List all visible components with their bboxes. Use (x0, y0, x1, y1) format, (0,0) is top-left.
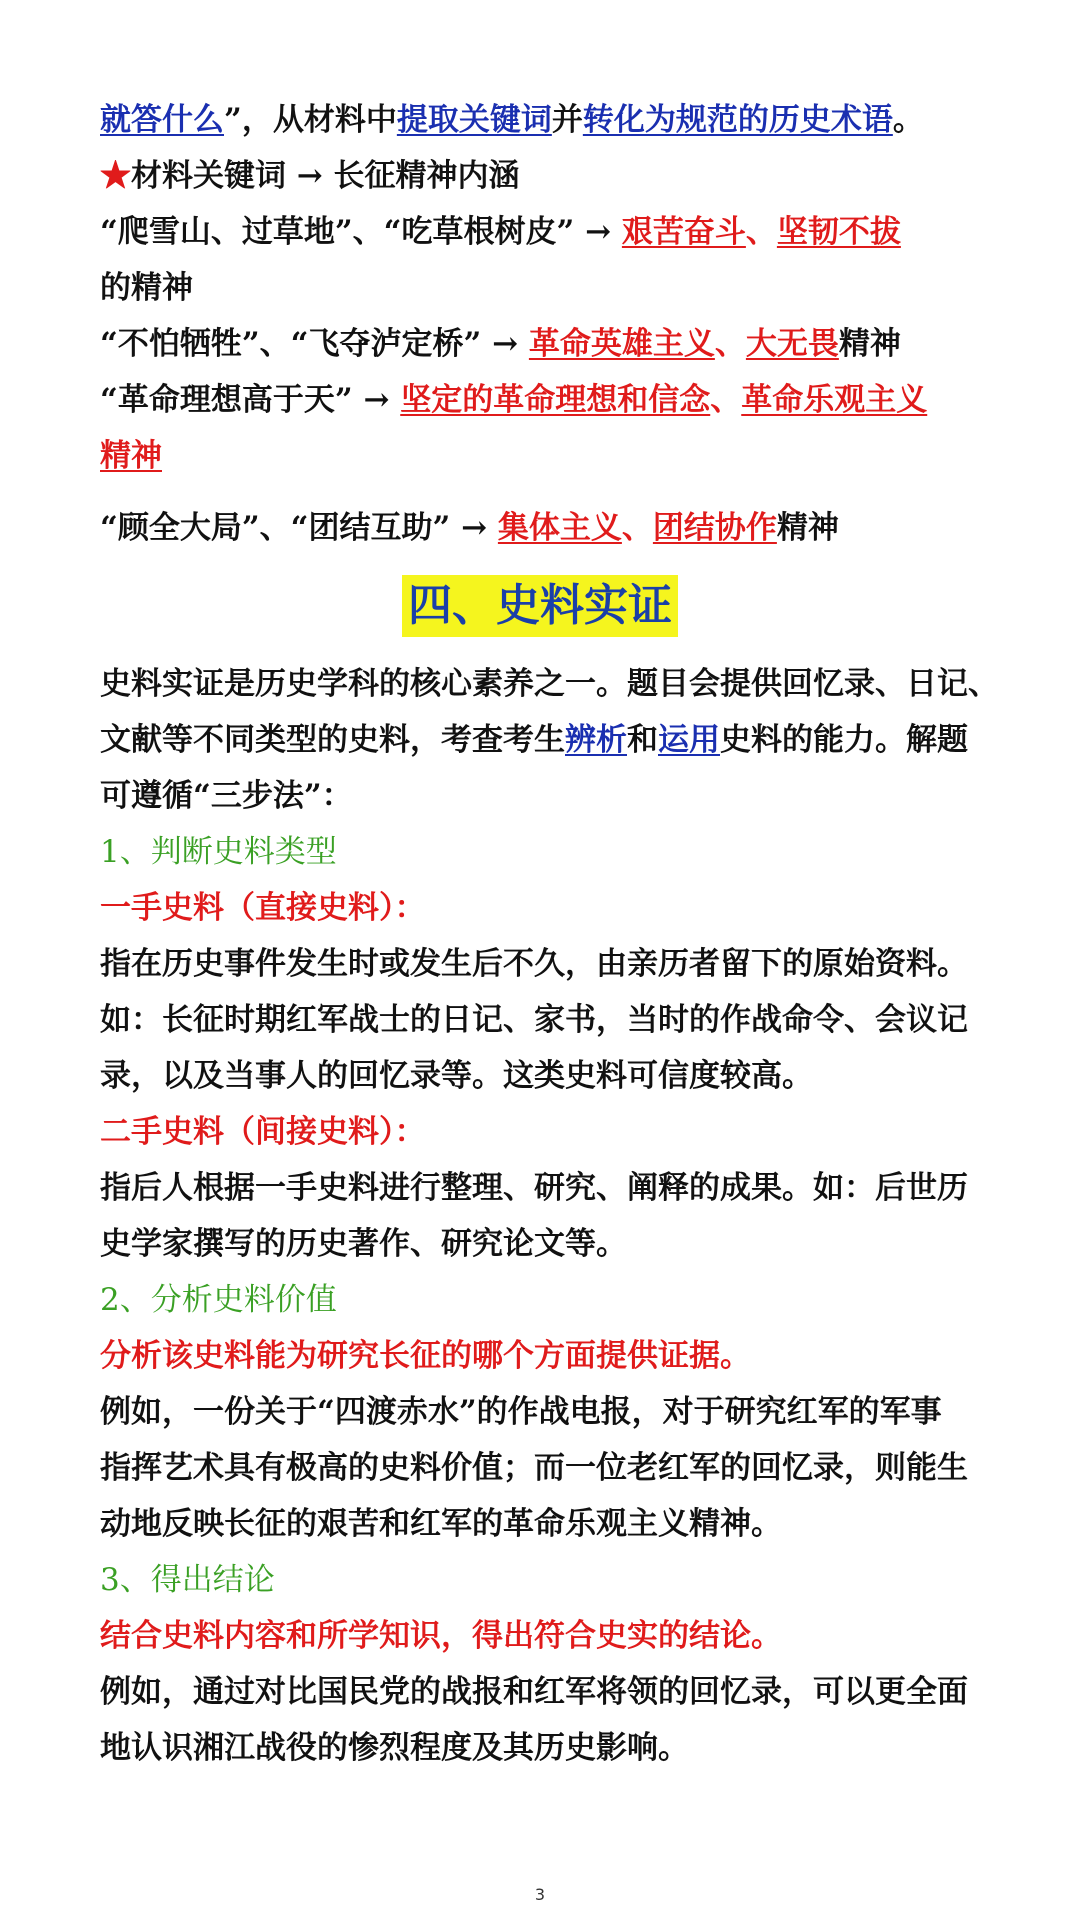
line-mapping-2: “不怕牺牲”、“飞夺泸定桥” → 革命英雄主义、大无畏精神 (100, 326, 901, 362)
keyword-extract: 提取关键词 (396, 102, 552, 138)
step-3-desc-2: 地认识湘江战役的惨烈程度及其历史影响。 (100, 1730, 689, 1766)
intro-line-1: 史料实证是历史学科的核心素养之一。题目会提供回忆录、日记、 (100, 666, 999, 702)
step-3-key: 结合史料内容和所学知识，得出符合史实的结论。 (100, 1618, 782, 1654)
line-answer-instruction: 就答什么”，从材料中提取关键词并转化为规范的历史术语。 (100, 102, 924, 138)
secondary-source-desc-1: 指后人根据一手史料进行整理、研究、阐释的成果。如：后世历 (100, 1170, 968, 1206)
step-2-desc-2: 指挥艺术具有极高的史料价值；而一位老红军的回忆录，则能生 (100, 1450, 968, 1486)
line-mapping-4: “顾全大局”、“团结互助” → 集体主义、团结协作精神 (100, 510, 839, 546)
step-1-title: 1、判断史料类型 (100, 834, 337, 870)
intro-line-3: 可遵循“三步法”： (100, 778, 353, 814)
line-mapping-1: “爬雪山、过草地”、“吃草根树皮” → 艰苦奋斗、坚韧不拔 (100, 214, 901, 250)
step-2-key: 分析该史料能为研究长征的哪个方面提供证据。 (100, 1338, 751, 1374)
page-number: 3 (534, 1885, 546, 1904)
line-mapping-3-cont: 精神 (100, 438, 162, 474)
primary-source-desc-2: 如：长征时期红军战士的日记、家书，当时的作战命令、会议记 (100, 1002, 968, 1038)
primary-source-label: 一手史料（直接史料）： (100, 890, 426, 926)
step-3-desc-1: 例如，通过对比国民党的战报和红军将领的回忆录，可以更全面 (100, 1674, 968, 1710)
step-2-desc-1: 例如，一份关于“四渡赤水”的作战电报，对于研究红军的军事 (100, 1394, 942, 1430)
keyword-answer-what: 就答什么 (100, 102, 224, 138)
intro-line-2: 文献等不同类型的史料，考查考生辨析和运用史料的能力。解题 (100, 722, 968, 758)
line-mapping-1-cont: 的精神 (100, 270, 193, 306)
secondary-source-label: 二手史料（间接史料）： (100, 1114, 426, 1150)
section-heading: 四、史料实证 (402, 575, 678, 637)
primary-source-desc-1: 指在历史事件发生时或发生后不久，由亲历者留下的原始资料。 (100, 946, 968, 982)
secondary-source-desc-2: 史学家撰写的历史著作、研究论文等。 (100, 1226, 627, 1262)
step-2-title: 2、分析史料价值 (100, 1282, 337, 1318)
line-mapping-3: “革命理想高于天” → 坚定的革命理想和信念、革命乐观主义 (100, 382, 928, 418)
line-keyword-mapping-title: ★材料关键词 → 长征精神内涵 (100, 158, 520, 194)
step-2-desc-3: 动地反映长征的艰苦和红军的革命乐观主义精神。 (100, 1506, 782, 1542)
keyword-convert: 转化为规范的历史术语 (582, 102, 893, 138)
primary-source-desc-3: 录，以及当事人的回忆录等。这类史料可信度较高。 (100, 1058, 813, 1094)
step-3-title: 3、得出结论 (100, 1562, 275, 1598)
star-icon: ★ (100, 158, 131, 194)
